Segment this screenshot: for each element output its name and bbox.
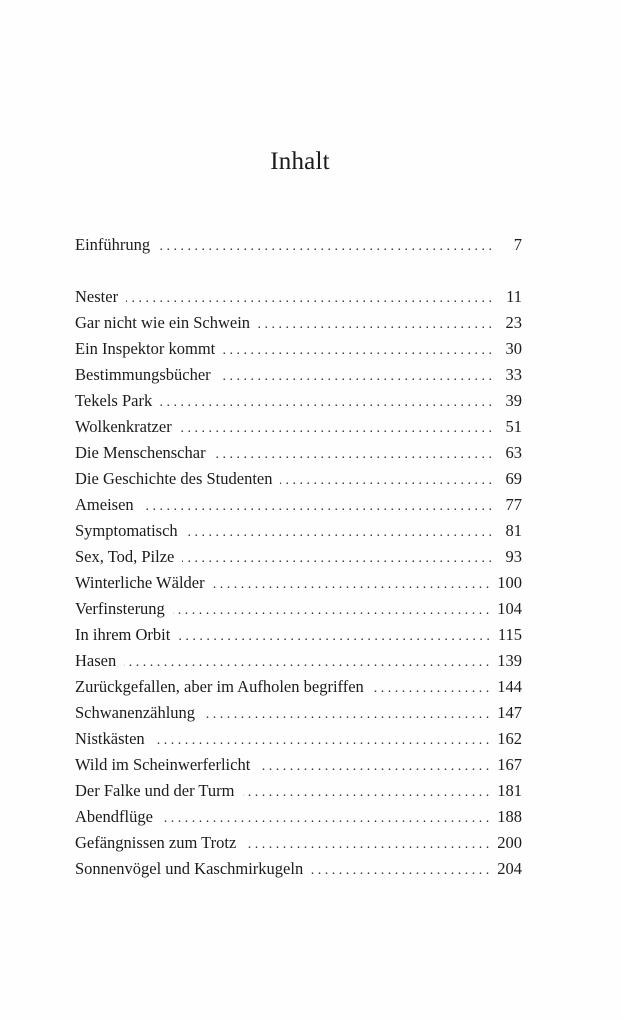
dot-leader — [124, 650, 489, 676]
toc-entry-title: Ein Inspektor kommt — [75, 339, 216, 358]
toc-entry-page: 139 — [497, 651, 522, 670]
dot-leader — [311, 858, 489, 884]
toc-entry-page: 33 — [505, 365, 522, 384]
dot-leader — [258, 312, 492, 338]
toc-intro-section — [75, 232, 522, 258]
toc-entry-page: 100 — [497, 573, 522, 592]
toc-entry — [75, 830, 522, 856]
toc-entry-page: 115 — [497, 625, 522, 644]
toc-entry — [75, 778, 522, 804]
toc-entry-title: Wolkenkratzer — [75, 417, 172, 436]
toc-entry-title: Wild im Scheinwerferlicht — [75, 755, 251, 774]
toc-entry — [75, 362, 522, 388]
toc-entry-title: Die Menschenschar — [75, 443, 206, 462]
toc-entry — [75, 336, 522, 362]
toc-entry — [75, 284, 522, 310]
toc-entry — [75, 622, 522, 648]
dot-leader — [243, 780, 490, 806]
dot-leader — [178, 624, 490, 650]
toc-entry-page: 200 — [497, 833, 522, 852]
toc-entry-page: 63 — [505, 443, 522, 462]
dot-leader — [161, 806, 489, 832]
dot-leader — [280, 468, 492, 494]
toc-entry-title: Zurückgefallen, aber im Aufholen begriffen — [75, 677, 364, 696]
toc-entry — [75, 414, 522, 440]
toc-entry-page: 23 — [505, 313, 522, 332]
toc-entry — [75, 700, 522, 726]
toc-entry-page: 181 — [497, 781, 522, 800]
toc-chapter-list — [75, 284, 522, 882]
toc-entry-page: 77 — [505, 495, 522, 514]
toc-entry — [75, 440, 522, 466]
toc-entry-page: 11 — [506, 287, 522, 306]
toc-entry-title: Schwanenzählung — [75, 703, 196, 722]
toc-entry-page: 188 — [497, 807, 522, 826]
dot-leader — [258, 754, 489, 780]
toc-entry — [75, 726, 522, 752]
dot-leader — [244, 832, 489, 858]
toc-entry-title: Ameisen — [75, 495, 134, 514]
dot-leader — [160, 390, 492, 416]
dot-leader — [186, 520, 492, 546]
toc-entry-title: In ihrem Orbit — [75, 625, 171, 644]
dot-leader — [182, 546, 492, 572]
dot-leader — [219, 364, 492, 390]
dot-leader — [173, 598, 489, 624]
toc-entry-page: 144 — [497, 677, 522, 696]
dot-leader — [126, 286, 492, 312]
dot-leader — [213, 572, 490, 598]
toc-entry-title: Hasen — [75, 651, 117, 670]
toc-entry — [75, 648, 522, 674]
toc-entry — [75, 804, 522, 830]
toc-entry — [75, 518, 522, 544]
toc-entry — [75, 674, 522, 700]
dot-leader — [153, 728, 490, 754]
toc-entry-title: Nistkästen — [75, 729, 145, 748]
dot-leader — [158, 234, 492, 260]
toc-entry — [75, 466, 522, 492]
toc-entry-page: 167 — [497, 755, 522, 774]
toc-entry-title: Sex, Tod, Pilze — [75, 547, 175, 566]
toc-entry-page: 7 — [513, 235, 522, 254]
toc-entry-title: Winterliche Wälder — [75, 573, 205, 592]
toc-entry-page: 162 — [497, 729, 522, 748]
toc-entry-title: Gefängnissen zum Trotz — [75, 833, 237, 852]
toc-entry-title: Gar nicht wie ein Schwein — [75, 313, 251, 332]
toc-entry-page: 147 — [497, 703, 522, 722]
toc-entry-title: Tekels Park — [75, 391, 153, 410]
toc-entry — [75, 310, 522, 336]
toc-entry-page: 204 — [497, 859, 522, 878]
toc-entry-page: 81 — [505, 521, 522, 540]
dot-leader — [372, 676, 489, 702]
dot-leader — [180, 416, 492, 442]
dot-leader — [142, 494, 492, 520]
toc-entry — [75, 232, 522, 258]
toc-entry-page: 93 — [505, 547, 522, 566]
toc-entry-title: Sonnenvögel und Kaschmirkugeln — [75, 859, 304, 878]
toc-entry-title: Verfinsterung — [75, 599, 165, 618]
dot-leader — [214, 442, 492, 468]
toc-entry-title: Bestimmungsbücher — [75, 365, 211, 384]
toc-entry — [75, 752, 522, 778]
toc-entry — [75, 570, 522, 596]
toc-entry — [75, 596, 522, 622]
toc-entry-page: 104 — [497, 599, 522, 618]
toc-entry-page: 30 — [505, 339, 522, 358]
dot-leader — [223, 338, 492, 364]
toc-entry-page: 69 — [505, 469, 522, 488]
toc-entry-title: Symptomatisch — [75, 521, 178, 540]
toc-entry-page: 51 — [505, 417, 522, 436]
toc-entry-title: Der Falke und der Turm — [75, 781, 235, 800]
page-title: Inhalt — [270, 148, 330, 175]
toc-entry — [75, 544, 522, 570]
toc-entry-title: Nester — [75, 287, 119, 306]
toc-entry-page: 39 — [505, 391, 522, 410]
toc-entry — [75, 388, 522, 414]
toc-entry — [75, 856, 522, 882]
toc-entry — [75, 492, 522, 518]
dot-leader — [203, 702, 489, 728]
toc-entry-title: Einführung — [75, 235, 151, 254]
toc-entry-title: Abendflüge — [75, 807, 153, 826]
toc-entry-title: Die Geschichte des Studenten — [75, 469, 273, 488]
